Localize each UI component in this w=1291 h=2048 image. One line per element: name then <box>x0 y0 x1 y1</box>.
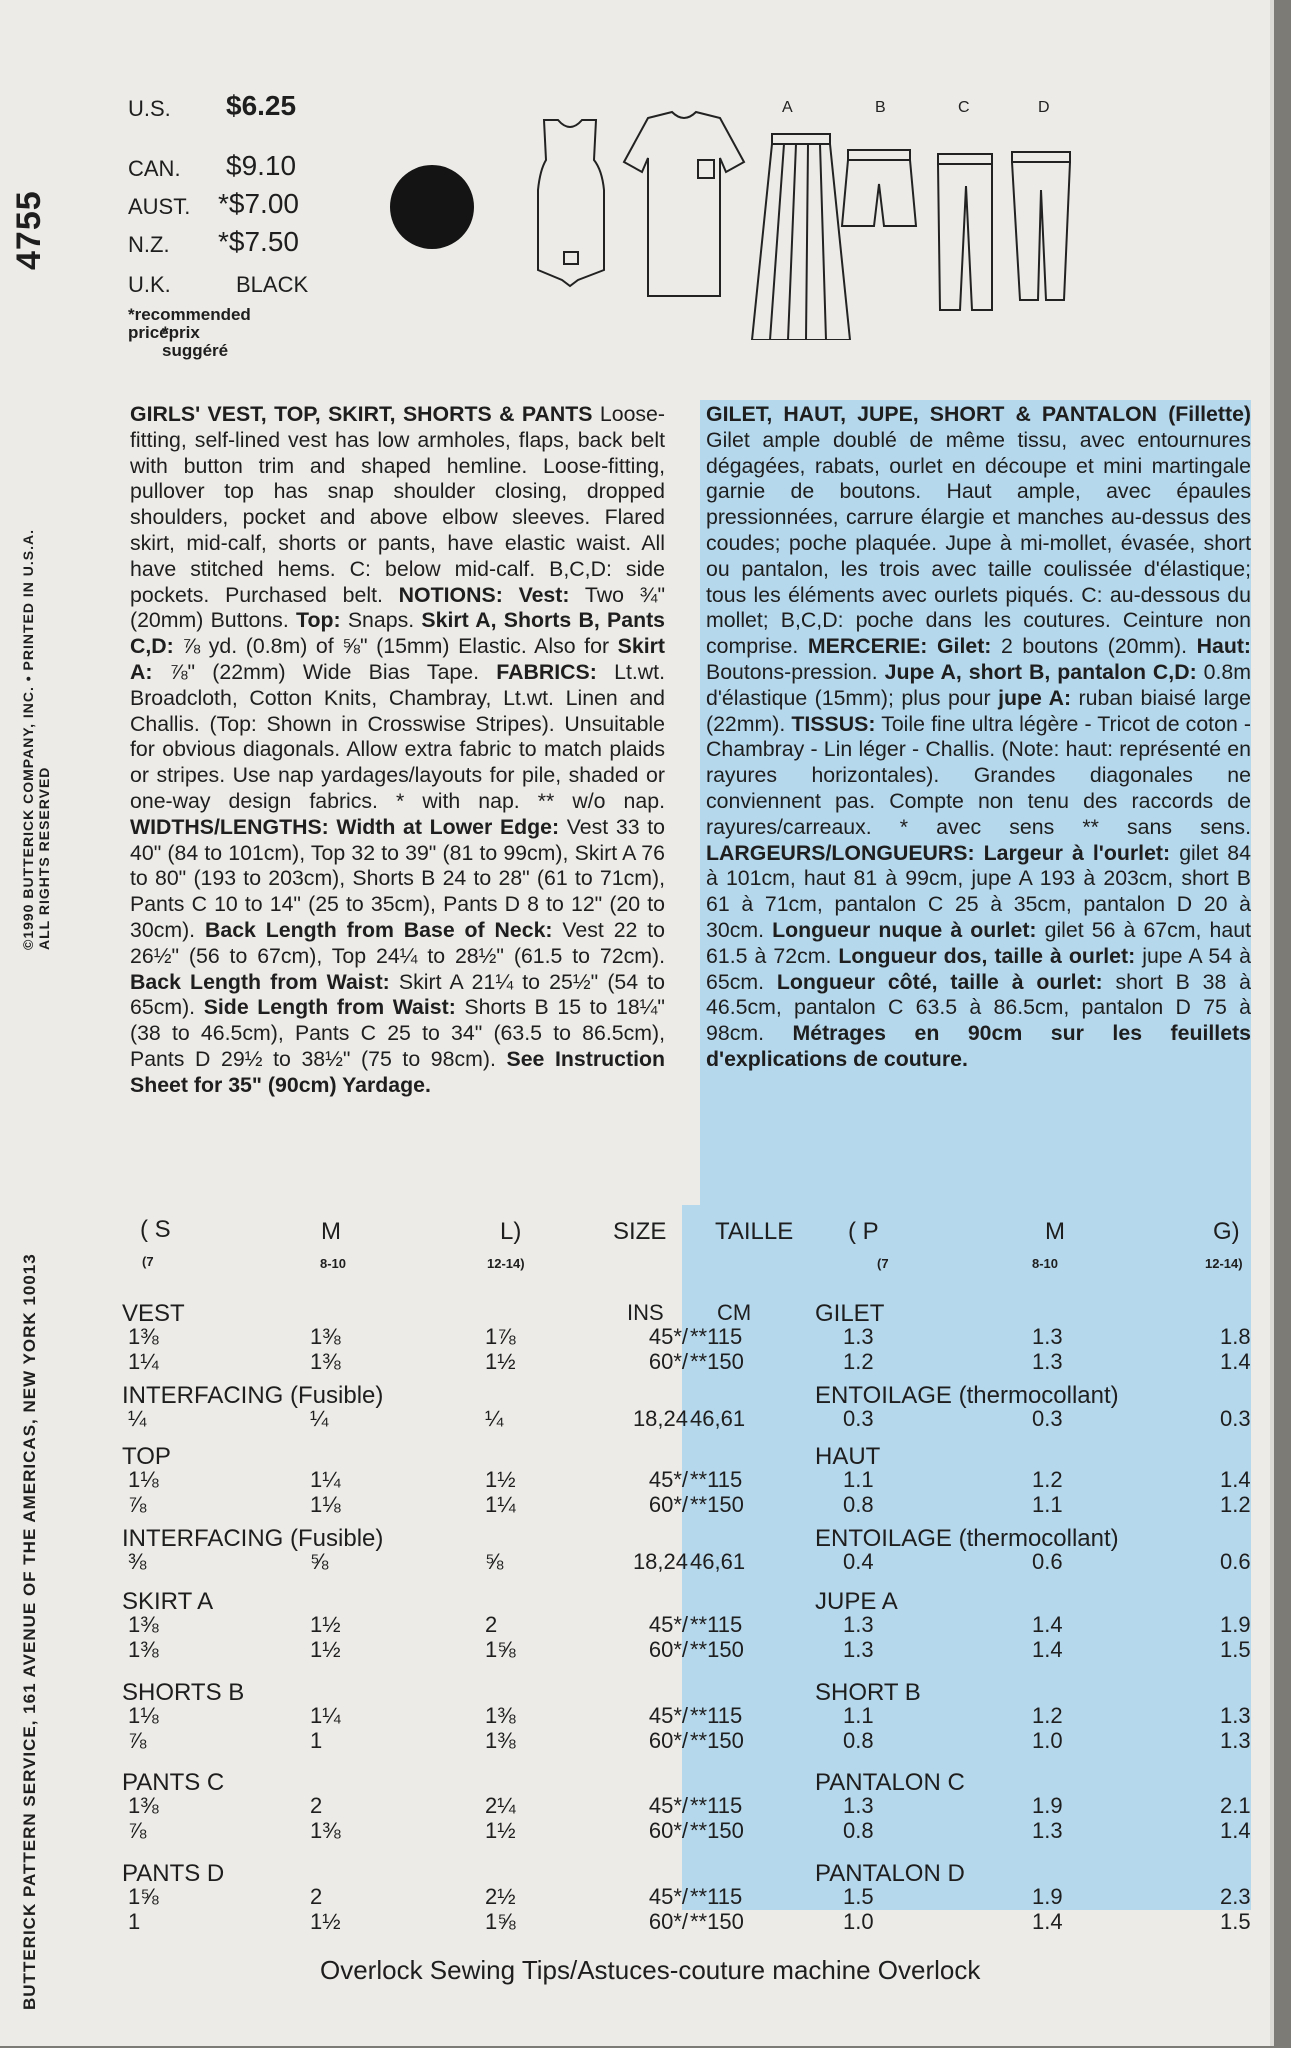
table-head-s: ( S <box>140 1216 171 1243</box>
table-cell-p: 1.1 <box>843 1703 874 1728</box>
table-cell-l: 2½ <box>485 1884 516 1909</box>
table-cell-g: 2.1 <box>1220 1793 1251 1818</box>
table-cell-l: 1⅝ <box>485 1637 516 1662</box>
table-cell-cm: **150 <box>690 1492 744 1517</box>
price-note-fr: *prix suggéré <box>162 323 229 360</box>
table-cell-m: 1⅜ <box>310 1349 341 1374</box>
table-subhead: 8-10 <box>1032 1256 1059 1271</box>
view-label-d: D <box>1038 100 1050 116</box>
table-cell-p: 1.1 <box>843 1467 874 1492</box>
table-cell-m: 1⅜ <box>310 1818 341 1843</box>
table-cell-p: 0.8 <box>843 1728 874 1753</box>
table-cell-m2: 1.3 <box>1032 1349 1063 1374</box>
table-cell-l: 1¼ <box>485 1492 516 1517</box>
table-cell-l: ¼ <box>485 1406 504 1431</box>
table-section-label-fr: GILET <box>815 1300 885 1327</box>
table-cell-l: 1½ <box>485 1467 516 1492</box>
table-section-label-fr: ENTOILAGE (thermocollant) <box>815 1382 1119 1409</box>
table-cell-p: 0.4 <box>843 1549 874 1574</box>
shorts-drawing <box>842 150 916 226</box>
table-cell-p: 0.3 <box>843 1406 874 1431</box>
table-cell-cm: 46,61 <box>690 1549 746 1574</box>
table-cell-g: 0.3 <box>1220 1406 1251 1431</box>
table-cell-s: 1⅜ <box>128 1793 159 1818</box>
pattern-envelope-back: BUTTERICK PATTERN SERVICE, 161 AVENUE OF THE AMERICAS, NEW YORK 10013 ©1990 BUTTERICK COMPANY, INC. • PRINTED IN U.S.A. ALL RIGHTS RESERVED 4755 U.S. $6.25 CAN. $9.10 AUST. *$7.00 N.Z. *$7.50 U.K. BLACK *recommended price *prix suggéré A B C D GIRLS' VEST, TOP, SKIRT, SHORTS & PANTS Loose-fitting, self-lined vest has low armholes, flaps, back belt with button trim and shaped hemline. Loose-fitting, pullover top has snap shoulder closing, dropped shoulders, pocket and above elbow sleeves. Flared skirt, mid-calf, shorts or pants, have elastic waist. All have stitched hems. C: below mid-calf. B,C,D: side pockets. Purchased belt. NOTIONS: Vest: Two ¾" (20mm) Buttons. Top: Snaps. Skirt A, Shorts B, Pants C,D: ⅞ yd. (0.8m) of ⅝" (15mm) Elastic. Also for Skirt A: ⅞" (22mm) Wide Bias Tape. FABRICS: Lt.wt. Broadcloth, Cotton Knits, Chambray, Lt.wt. Linen and Challis. (Top: Shown in Crosswise Stripes). Unsuitable for obvious diagonals. Allow extra fabric to match plaids or stripes. Use nap yardages/layouts for pile, shaded or one-way design fabrics. * with nap. ** w/o nap. WIDTHS/LENGTHS: Width at Lower Edge: Vest 33 to 40" (84 to 101cm), Top 32 to 39" (81 to 99cm), Skirt A 76 to 80" (193 to 203cm), Shorts B 24 to 28" (61 to 71cm), Pants C 10 to 14" (25 to 35cm), Pants D 8 to 12" (20 to 30cm). Back Length from Base of Neck: Vest 22 to 26½" (56 to 67cm), Top 24¼ to 28½" (61.5 to 72cm). Back Length from Waist: Skirt A 21¼ to 25½" (54 to 65cm). Side Length from Waist: Shorts B 15 to 18¼" (38 to 46.5cm), Pants C 25 to 34" (63.5 to 86.5cm), Pants D 29½ to 38½" (75 to 98cm). See Instruction Sheet for 35" (90cm) Yardage. GILET, HAUT, JUPE, SHORT & PANTALON (Fillette) Gilet ample doublé de même tissu, avec entournures dégagées, rabats, ourlet en découpe et mini martingale garnie de boutons. Haut ample, avec épaules pressionnées, carrure élargie et manches au-dessus des coudes; poche plaquée. Jupe à mi-mollet, évasée, short ou pantalon, les trois avec taille coulissée d'élastique; tous les éléments avec ourlets piqués. C: au-dessous du mollet; B,C,D: poche dans les coutures. Ceinture non comprise. MERCERIE: Gilet: 2 boutons (20mm). Haut: Boutons-pression. Jupe A, short B, pantalon C,D: 0.8m d'élastique (15mm); plus pour jupe A: ruban biaisé large (22mm). TISSUS: Toile fine ultra légère - Tricot de coton - Chambray - Lin léger - Challis. (Note: haut: représenté en rayures horizontales). Grandes diagonales ne conviennent pas. Compte non tenu des raccords de rayures/carreaux. * avec sens ** sans sens. LARGEURS/LONGUEURS: Largeur à l'ourlet: gilet 84 à 101cm, haut 81 à 99cm, jupe A 193 à 203cm, short B 61 à 71cm, pantalon C 25 à 35cm, pantalon D 20 à 30cm. Longueur nuque à ourlet: gilet 56 à 67cm, haut 61.5 à 72cm. Longueur dos, taille à ourlet: jupe A 54 à 65cm. Longueur côté, taille à ourlet: short B 38 à 46.5cm, pantalon C 63.5 à 86.5cm, pantalon D 75 à 98cm. Métrages en 90cm sur les feuillets d'explications de couture. ( S M L) SIZE TAILLE ( P M G) (7 8-10 12-14) (7 8-10 12-14) INS CM VEST GILET 1⅜ 1⅜ 1⅞ 45*/ **115 1.3 1.3 1.8 1¼ 1⅜ 1½ 60*/ **150 1.2 1.3 1.4 INTERFACING (Fusible) ENTOILAGE (thermocollant) ¼ ¼ ¼ 18,24 46,61 0.3 0.3 0.3 TOP HAUT 1⅛ 1¼ 1½ 45*/ **115 1.1 1.2 1.4 ⅞ 1⅛ 1¼ 60*/ **150 0.8 1.1 1.2 INTERFACING (Fusible) ENTOILAGE (thermocollant) ⅜ ⅝ ⅝ 18,24 46,61 0.4 0.6 0.6 SKIRT A JUPE A 1⅜ 1½ 2 45*/ **115 1.3 1.4 1.9 1⅜ 1½ 1⅝ 60*/ **150 1.3 1.4 1.5 SHORTS B SHORT B 1⅛ 1¼ 1⅜ 45*/ **115 1.1 1.2 1.3 ⅞ 1 1⅜ 60*/ **150 0.8 1.0 1.3 PANTS C PANTALON C 1⅜ 2 2¼ 45*/ **115 1.3 1.9 2.1 ⅞ 1⅜ 1½ 60*/ **150 0.8 1.3 1.4 PANTS D PANTALON D 1⅝ 2 2½ 45*/ **115 1.5 1.9 2.3 1 1½ 1⅝ 60*/ **150 1.0 1.4 1.5 Overlock Sewing Tips/Astuces-couture machine Overlock <box>0 0 1274 2046</box>
left-edge-text <box>10 110 52 2030</box>
table-cell-m2: 1.9 <box>1032 1884 1063 1909</box>
table-cell-s: ⅜ <box>128 1549 147 1574</box>
table-head-m: M <box>321 1218 341 1245</box>
view-label-a: A <box>782 100 793 116</box>
table-cell-s: ¼ <box>128 1406 147 1431</box>
table-cell-p: 1.3 <box>843 1324 874 1349</box>
table-cell-m: 1¼ <box>310 1703 341 1728</box>
table-cell-m: ⅝ <box>310 1549 329 1574</box>
table-cell-m: 1⅜ <box>310 1324 341 1349</box>
table-section-label: INTERFACING (Fusible) <box>122 1525 384 1552</box>
table-cell-s: ⅞ <box>128 1728 147 1753</box>
table-cell-g: 1.3 <box>1220 1728 1251 1753</box>
table-cell-ins: 45*/ <box>648 1612 688 1637</box>
table-cell-m: ¼ <box>310 1406 329 1431</box>
table-cell-cm: **115 <box>690 1612 743 1637</box>
table-cell-cm: **115 <box>690 1703 743 1728</box>
table-cell-m2: 1.3 <box>1032 1324 1063 1349</box>
table-head-l: L) <box>500 1218 522 1245</box>
table-cell-l: 1⅝ <box>485 1909 516 1934</box>
table-cell-s: 1⅜ <box>128 1612 159 1637</box>
table-cell-cm: **115 <box>690 1324 743 1349</box>
table-cell-ins: 60*/ <box>648 1637 688 1662</box>
table-section-label: TOP <box>122 1443 171 1470</box>
table-cell-m2: 1.2 <box>1032 1703 1063 1728</box>
pants-d-drawing <box>1012 152 1070 300</box>
table-cell-p: 1.2 <box>843 1349 874 1374</box>
table-cell-s: 1 <box>128 1909 141 1934</box>
table-cell-m2: 1.4 <box>1032 1612 1063 1637</box>
table-cell-cm: **115 <box>690 1793 743 1818</box>
table-head-taille: TAILLE <box>715 1218 794 1245</box>
table-cell-m2: 1.4 <box>1032 1637 1063 1662</box>
table-section-label-fr: PANTALON D <box>815 1860 965 1887</box>
table-section-label-fr: PANTALON C <box>815 1769 965 1796</box>
table-cell-g: 1.4 <box>1220 1349 1251 1374</box>
table-cell-m2: 1.9 <box>1032 1793 1063 1818</box>
table-cell-l: 1½ <box>485 1818 516 1843</box>
french-description: GILET, HAUT, JUPE, SHORT & PANTALON (Fillette) Gilet ample doublé de même tissu, avec entournures dégagées, rabats, ourlet en découpe et mini martingale garnie de boutons. Haut ample, avec épaules pressionnées, carrure élargie et manches au-dessus des coudes; poche plaquée. Jupe à mi-mollet, évasée, short ou pantalon, les trois avec taille coulissée d'élastique; tous les éléments avec ourlets piqués. C: au-dessous du mollet; B,C,D: poche dans les coutures. Ceinture non comprise. MERCERIE: Gilet: 2 boutons (20mm). Haut: Boutons-pression. Jupe A, short B, pantalon C,D: 0.8m d'élastique (15mm); plus pour jupe A: ruban biaisé large (22mm). TISSUS: Toile fine ultra légère - Tricot de coton - Chambray - Lin léger - Challis. (Note: haut: représenté en rayures horizontales). Grandes diagonales ne conviennent pas. Compte non tenu des raccords de rayures/carreaux. * avec sens ** sans sens. LARGEURS/LONGUEURS: Largeur à l'ourlet: gilet 84 à 101cm, haut 81 à 99cm, jupe A 193 à 203cm, short B 61 à 71cm, pantalon C 25 à 35cm, pantalon D 20 à 30cm. Longueur nuque à ourlet: gilet 56 à 67cm, haut 61.5 à 72cm. Longueur dos, taille à ourlet: jupe A 54 à 65cm. Longueur côté, taille à ourlet: short B 38 à 46.5cm, pantalon C 63.5 à 86.5cm, pantalon D 75 à 98cm. Métrages en 90cm sur les feuillets d'explications de couture. <box>706 402 1252 1071</box>
table-cell-m: 1 <box>310 1728 323 1753</box>
table-cell-g: 1.8 <box>1220 1324 1251 1349</box>
table-cell-s: 1⅝ <box>128 1884 159 1909</box>
table-section-label-fr: HAUT <box>815 1443 881 1470</box>
table-cell-cm: **150 <box>690 1349 744 1374</box>
table-section-label: PANTS D <box>122 1860 225 1887</box>
table-section-label: PANTS C <box>122 1769 225 1796</box>
table-cell-s: 1⅜ <box>128 1637 159 1662</box>
table-cell-p: 1.5 <box>843 1884 874 1909</box>
table-cell-l: 1½ <box>485 1349 516 1374</box>
top-drawing <box>624 112 744 296</box>
table-section-label-fr: SHORT B <box>815 1679 921 1706</box>
table-section-label: VEST <box>122 1300 185 1327</box>
footer-text: Overlock Sewing Tips/Astuces-couture machine Overlock <box>320 1955 981 1985</box>
table-cell-cm: **150 <box>690 1909 744 1934</box>
table-cell-ins: 60*/ <box>648 1728 688 1753</box>
table-subhead: (7 <box>877 1256 889 1271</box>
table-section-label-fr: ENTOILAGE (thermocollant) <box>815 1525 1119 1552</box>
table-cell-s: ⅞ <box>128 1818 147 1843</box>
table-cell-ins: 45*/ <box>648 1467 688 1492</box>
table-cell-ins: 18,24 <box>632 1406 688 1431</box>
table-subhead: 12-14) <box>487 1256 525 1271</box>
table-cell-s: 1¼ <box>128 1349 159 1374</box>
table-cell-g: 1.4 <box>1220 1818 1251 1843</box>
table-cell-g: 1.5 <box>1220 1637 1251 1662</box>
vest-drawing <box>538 120 604 286</box>
table-cell-s: ⅞ <box>128 1492 147 1517</box>
view-label-c: C <box>958 100 970 116</box>
table-cell-m2: 1.0 <box>1032 1728 1063 1753</box>
skirt-drawing <box>752 134 850 340</box>
table-metric-bg <box>682 1205 1251 1910</box>
copyright: ©1990 BUTTERICK COMPANY, INC. • PRINTED IN U.S.A. ALL RIGHTS RESERVED <box>20 528 52 950</box>
table-cell-g: 0.6 <box>1220 1549 1251 1574</box>
table-section-label: INTERFACING (Fusible) <box>122 1382 384 1409</box>
table-head-size: SIZE <box>613 1218 667 1245</box>
table-cell-s: 1⅜ <box>128 1324 159 1349</box>
table-cell-p: 0.8 <box>843 1818 874 1843</box>
table-subhead: 8-10 <box>320 1256 347 1271</box>
table-cell-l: 1⅞ <box>485 1324 516 1349</box>
price-note-en: *recommended price <box>128 305 251 342</box>
english-title: GIRLS' VEST, TOP, SKIRT, SHORTS & PANTS <box>130 402 593 426</box>
table-head-g: G) <box>1213 1218 1240 1245</box>
english-description: GIRLS' VEST, TOP, SKIRT, SHORTS & PANTS Loose-fitting, self-lined vest has low armholes, flaps, back belt with button trim and shaped hemline. Loose-fitting, pullover top has snap shoulder closing, dropped shoulders, pocket and above elbow sleeves. Flared skirt, mid-calf, shorts or pants, have elastic waist. All have stitched hems. C: below mid-calf. B,C,D: side pockets. Purchased belt. NOTIONS: Vest: Two ¾" (20mm) Buttons. Top: Snaps. Skirt A, Shorts B, Pants C,D: ⅞ yd. (0.8m) of ⅝" (15mm) Elastic. Also for Skirt A: ⅞" (22mm) Wide Bias Tape. FABRICS: Lt.wt. Broadcloth, Cotton Knits, Chambray, Lt.wt. Linen and Challis. (Top: Shown in Crosswise Stripes). Unsuitable for obvious diagonals. Allow extra fabric to match plaids or stripes. Use nap yardages/layouts for pile, shaded or one-way design fabrics. * with nap. ** w/o nap. WIDTHS/LENGTHS: Width at Lower Edge: Vest 33 to 40" (84 to 101cm), Top 32 to 39" (81 to 99cm), Skirt A 76 to 80" (193 to 203cm), Shorts B 24 to 28" (61 to 71cm), Pants C 10 to 14" (25 to 35cm), Pants D 8 to 12" (20 to 30cm). Back Length from Base of Neck: Vest 22 to 26½" (56 to 67cm), Top 24¼ to 28½" (61.5 to 72cm). Back Length from Waist: Skirt A 21¼ to 25½" (54 to 65cm). Side Length from Waist: Shorts B 15 to 18¼" (38 to 46.5cm), Pants C 25 to 34" (63.5 to 86.5cm), Pants D 29½ to 38½" (75 to 98cm). See Instruction Sheet for 35" (90cm) Yardage. <box>130 402 666 1097</box>
table-head-m-fr: M <box>1045 1218 1065 1245</box>
table-cell-m2: 1.4 <box>1032 1909 1063 1934</box>
units-cm: CM <box>717 1300 752 1325</box>
table-subhead: (7 <box>142 1254 154 1269</box>
table-cell-p: 1.3 <box>843 1637 874 1662</box>
publisher-address: BUTTERICK PATTERN SERVICE, 161 AVENUE OF THE AMERICAS, NEW YORK 10013 <box>20 1253 39 2010</box>
table-section-label-fr: JUPE A <box>815 1588 898 1615</box>
table-cell-s: 1⅛ <box>128 1467 159 1492</box>
table-cell-m2: 1.3 <box>1032 1818 1063 1843</box>
table-cell-ins: 45*/ <box>648 1884 688 1909</box>
table-cell-m: 2 <box>310 1884 323 1909</box>
table-cell-ins: 45*/ <box>648 1703 688 1728</box>
table-cell-s: 1⅛ <box>128 1703 159 1728</box>
table-head-p: ( P <box>848 1218 879 1245</box>
table-cell-l: 1⅜ <box>485 1728 516 1753</box>
table-cell-m: 1½ <box>310 1909 341 1934</box>
table-cell-ins: 45*/ <box>648 1793 688 1818</box>
table-cell-m: 1½ <box>310 1612 341 1637</box>
table-cell-ins: 60*/ <box>648 1909 688 1934</box>
table-cell-m: 1½ <box>310 1637 341 1662</box>
view-label-b: B <box>875 100 886 116</box>
units-ins: INS <box>627 1300 664 1325</box>
black-dot <box>390 165 474 249</box>
table-cell-g: 1.4 <box>1220 1467 1251 1492</box>
table-cell-m2: 0.3 <box>1032 1406 1063 1431</box>
french-title: GILET, HAUT, JUPE, SHORT & PANTALON <box>706 402 1158 426</box>
table-cell-m2: 1.2 <box>1032 1467 1063 1492</box>
table-cell-l: 2¼ <box>485 1793 516 1818</box>
table-cell-ins: 60*/ <box>648 1492 688 1517</box>
table-cell-cm: **115 <box>690 1467 743 1492</box>
table-cell-g: 1.5 <box>1220 1909 1251 1934</box>
pattern-number: 4755 <box>10 190 48 270</box>
table-cell-ins: 18,24 <box>632 1549 688 1574</box>
table-section-label: SKIRT A <box>122 1588 214 1615</box>
table-cell-m: 2 <box>310 1793 323 1818</box>
table-cell-p: 0.8 <box>843 1492 874 1517</box>
table-cell-g: 1.2 <box>1220 1492 1251 1517</box>
garment-line-drawings <box>530 100 1250 340</box>
table-cell-cm: **150 <box>690 1728 744 1753</box>
table-cell-ins: 60*/ <box>648 1818 688 1843</box>
table-cell-g: 2.3 <box>1220 1884 1251 1909</box>
table-cell-l: 1⅜ <box>485 1703 516 1728</box>
table-cell-p: 1.3 <box>843 1612 874 1637</box>
table-cell-l: ⅝ <box>485 1549 504 1574</box>
table-cell-m2: 0.6 <box>1032 1549 1063 1574</box>
table-cell-g: 1.9 <box>1220 1612 1251 1637</box>
table-cell-cm: **115 <box>690 1884 743 1909</box>
table-section-label: SHORTS B <box>122 1679 245 1706</box>
table-cell-m: 1⅛ <box>310 1492 341 1517</box>
table-cell-cm: **150 <box>690 1637 744 1662</box>
table-cell-ins: 45*/ <box>648 1324 688 1349</box>
table-cell-cm: 46,61 <box>690 1406 746 1431</box>
table-cell-l: 2 <box>485 1612 498 1637</box>
table-subhead: 12-14) <box>1205 1256 1243 1271</box>
pants-c-drawing <box>938 154 992 310</box>
table-cell-m2: 1.1 <box>1032 1492 1063 1517</box>
table-cell-p: 1.3 <box>843 1793 874 1818</box>
table-cell-g: 1.3 <box>1220 1703 1251 1728</box>
table-cell-cm: **150 <box>690 1818 744 1843</box>
table-cell-ins: 60*/ <box>648 1349 688 1374</box>
table-cell-m: 1¼ <box>310 1467 341 1492</box>
table-cell-p: 1.0 <box>843 1909 874 1934</box>
